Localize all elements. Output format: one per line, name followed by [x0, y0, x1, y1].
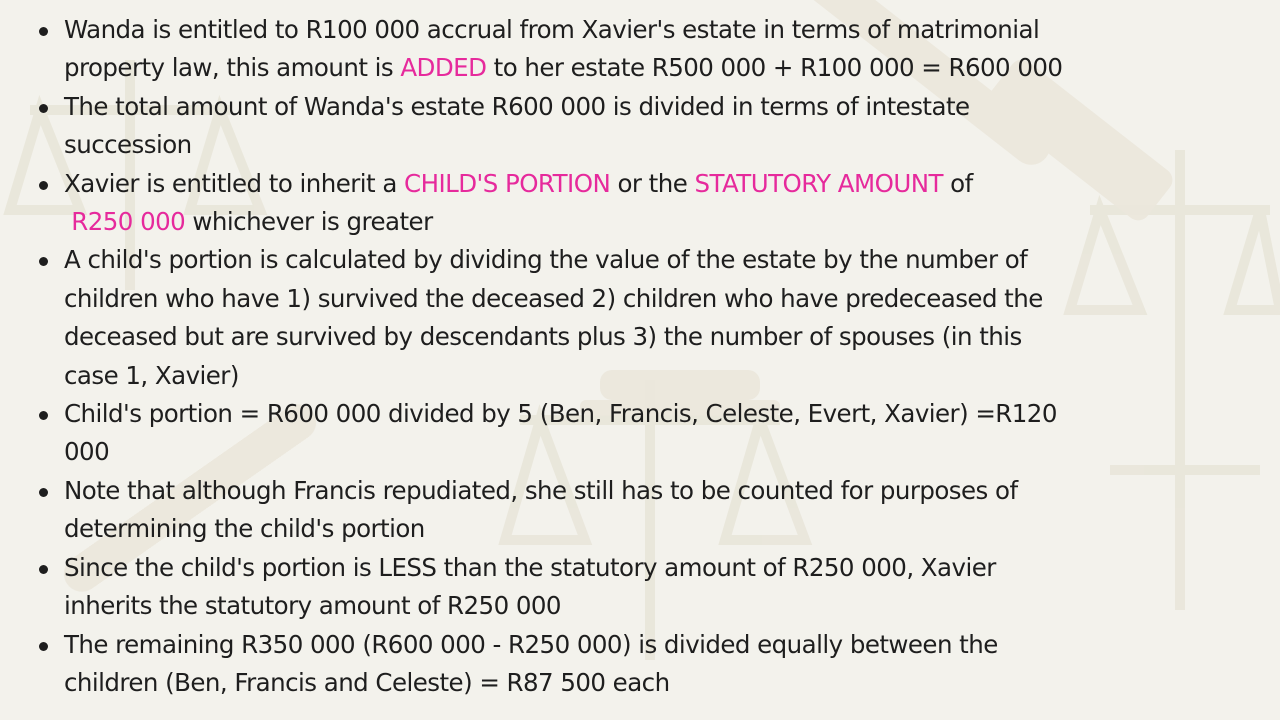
bullet-text: property law, this amount is	[64, 53, 401, 83]
bullet-line	[64, 472, 1264, 510]
bullet-item	[64, 472, 1264, 549]
bullet-dot-icon	[39, 181, 48, 190]
highlighted-term: STATUTORY AMOUNT	[694, 168, 943, 198]
bullet-line	[64, 549, 1264, 587]
bullet-line	[64, 510, 1264, 548]
bullet-text: Xavier is entitled to inherit a	[64, 168, 405, 198]
bullet-line	[64, 88, 1264, 126]
bullet-item	[64, 165, 1264, 242]
highlighted-term: R250 000	[71, 207, 186, 237]
bullet-text: of	[942, 168, 973, 198]
bullet-dot-icon	[39, 27, 48, 36]
bullet-line	[64, 49, 1264, 87]
bullet-text: or the	[610, 168, 695, 198]
bullet-line	[64, 280, 1264, 318]
bullet-text: whichever is greater	[185, 207, 433, 237]
bullet-text: children (Ben, Francis and Celeste) = R87 500 each	[64, 667, 670, 697]
highlighted-term: ADDED	[400, 53, 487, 83]
bullet-dot-icon	[39, 488, 48, 497]
bullet-dot-icon	[39, 411, 48, 420]
bullet-item	[64, 626, 1264, 703]
bullet-text: deceased but are survived by descendants plus 3) the number of spouses (in this	[64, 322, 1022, 352]
bullet-line	[64, 318, 1264, 356]
bullet-text: A child's portion is calculated by dividing the value of the estate by the number of	[64, 245, 1028, 275]
bullet-text: succession	[64, 130, 192, 160]
bullet-text: inherits the statutory amount of R250 000	[64, 591, 561, 621]
bullet-line	[64, 126, 1264, 164]
bullet-text: The total amount of Wanda's estate R600 000 is divided in terms of intestate	[64, 91, 970, 121]
bullet-line	[64, 433, 1264, 471]
bullet-line	[64, 626, 1264, 664]
bullet-item	[64, 395, 1264, 472]
bullet-text: Child's portion = R600 000 divided by 5 (Ben, Francis, Celeste, Evert, Xavier) =R120	[64, 399, 1057, 429]
bullet-text: to her estate R500 000 + R100 000 = R600 000	[486, 53, 1063, 83]
bullet-text: children who have 1) survived the deceased 2) children who have predeceased the	[64, 283, 1043, 313]
bullet-text: Wanda is entitled to R100 000 accrual from Xavier's estate in terms of matrimonial	[64, 15, 1040, 44]
bullet-dot-icon	[39, 104, 48, 113]
bullet-text: Since the child's portion is LESS than the statutory amount of R250 000, Xavier	[64, 552, 996, 582]
highlighted-term: CHILD'S PORTION	[404, 168, 611, 198]
bullet-dot-icon	[39, 257, 48, 266]
bullet-text: The remaining R350 000 (R600 000 - R250 000) is divided equally between the	[64, 629, 998, 659]
bullet-line	[64, 587, 1264, 625]
bullet-line	[64, 11, 1264, 49]
bullet-item	[64, 241, 1264, 395]
bullet-line	[64, 664, 1264, 702]
bullet-line	[64, 241, 1264, 279]
bullet-line	[64, 165, 1264, 203]
bullet-dot-icon	[39, 642, 48, 651]
bullet-item	[64, 11, 1264, 88]
bullet-text: 000	[64, 437, 110, 467]
bullet-list	[64, 11, 1264, 702]
bullet-line	[64, 203, 1264, 241]
bullet-item	[64, 88, 1264, 165]
bullet-text: determining the child's portion	[64, 514, 425, 544]
bullet-item	[64, 549, 1264, 626]
bullet-text: Note that although Francis repudiated, she still has to be counted for purposes of	[64, 475, 1018, 505]
bullet-line	[64, 395, 1264, 433]
bullet-dot-icon	[39, 565, 48, 574]
bullet-line	[64, 357, 1264, 395]
bullet-text: case 1, Xavier)	[64, 360, 239, 390]
